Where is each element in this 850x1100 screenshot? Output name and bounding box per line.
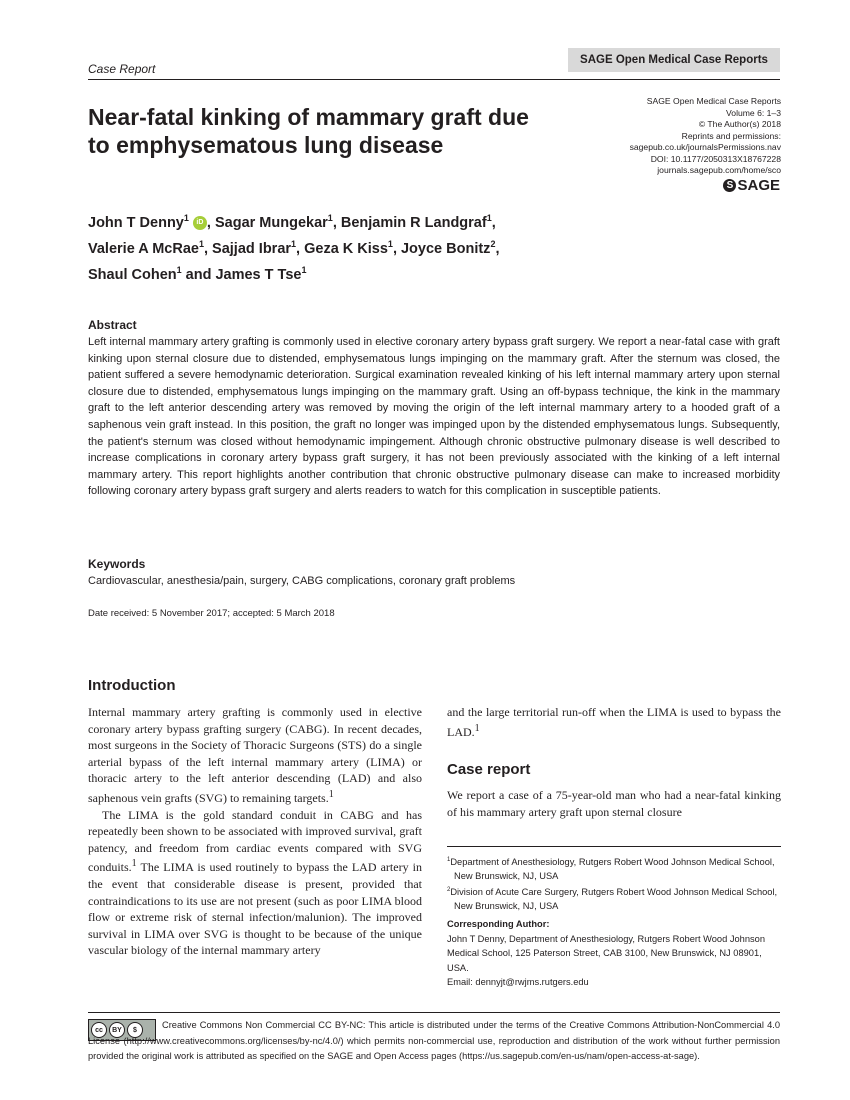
citation-link[interactable]: 1 xyxy=(328,788,334,800)
author-name: , Geza K Kiss xyxy=(296,240,388,257)
title-line-2: to emphysematous lung disease xyxy=(88,132,444,158)
journal-info-volume: Volume 6: 1–3 xyxy=(726,107,781,118)
noncommercial-icon: $ xyxy=(127,1022,143,1038)
author-affiliation-mark: 1 xyxy=(176,264,182,275)
keywords-heading: Keywords xyxy=(88,557,146,571)
author-affiliation-mark: 2 xyxy=(490,238,496,249)
journal-info-doi[interactable]: DOI: 10.1177/2050313X18767228 xyxy=(650,153,781,164)
by-person-icon: BY xyxy=(109,1022,125,1038)
affiliation-mark: 2 xyxy=(447,887,451,894)
case-report-heading: Case report xyxy=(447,761,531,778)
sage-logo xyxy=(723,177,780,194)
author-name: , Sajjad Ibrar xyxy=(203,240,292,257)
dates-line: Date received: 5 November 2017; accepted: 5 March 2018 xyxy=(88,608,335,619)
author-affiliation-mark: 1 xyxy=(198,238,204,249)
paragraph xyxy=(88,807,422,959)
author-affiliation-mark: 1 xyxy=(327,213,333,223)
author-name: Shaul Cohen xyxy=(88,266,177,283)
introduction-body xyxy=(88,704,422,959)
citation-link[interactable]: 1 xyxy=(131,858,137,870)
affiliations xyxy=(447,853,781,913)
affiliation-item xyxy=(447,853,781,883)
journal-info xyxy=(560,96,781,177)
affiliation-text: Division of Acute Care Surgery, Rutgers Robert Wood Johnson Medical School, New Brunswick, NJ, USA xyxy=(450,887,778,912)
article-type-label: Case Report xyxy=(88,62,156,76)
author-affiliation-mark: 1 xyxy=(183,213,189,223)
author-name: John T Denny xyxy=(88,214,184,231)
affiliation-item xyxy=(447,883,781,913)
author-affiliation-mark: 1 xyxy=(387,238,393,249)
paragraph-text: The LIMA is used routinely to bypass the LAD artery in the event that considerable disease is present, provided that contraindications to its use are not present (such as poor LIMA blood flow or extreme risk of sternal infection/malunion). The improved survival in LIMA over SVG is thought to be because of the unique vascular biology of the internal mammary artery xyxy=(88,860,422,958)
article-title xyxy=(88,103,608,159)
author-name: and James T Tse xyxy=(181,266,302,283)
journal-banner: SAGE Open Medical Case Reports xyxy=(568,48,780,72)
header-rule xyxy=(88,79,780,80)
corresponding-author-email[interactable]: Email: dennyjt@rwjms.rutgers.edu xyxy=(447,977,589,987)
journal-info-homepage-link[interactable]: journals.sagepub.com/home/sco xyxy=(657,165,781,175)
abstract-body: Left internal mammary artery grafting is commonly used in elective coronary artery bypass graft surgery. We report a near-fatal case with graft kinking upon sternal closure due to distended, emphysematous lungs impinging on the mammary graft. After the sternum was closed, the patient suffered a severe hemodynamic deterioration. Surgical examination revealed kinking of his left internal mammary artery upon sternal closure due to distended, emphysematous lungs impinging on the mammary graft. Using an off-bypass technique, the kink in the mammary graft to the left anterior descending artery was removed by moving the origin of the left internal mammary artery to a hooded graft of a saphenous vein graft instead. In this position, the graft no longer was impinged upon by the distended emphysematous lungs. Subsequently, the patient's sternum was closed without hemodynamic impingement. Although chronic obstructive pulmonary disease is well described to increase complications in coronary artery bypass graft surgery, it has not been previously associated with the kinking of a left internal mammary artery. This report highlights another contribution that chronic obstructive pulmonary disease can make to increased morbidity following coronary artery bypass graft surgery and alerts readers to watch for this complication in susceptible patients. xyxy=(88,336,780,498)
journal-info-copyright: © The Author(s) 2018 xyxy=(698,119,781,129)
affiliation-text: Department of Anesthesiology, Rutgers Robert Wood Johnson Medical School, New Brunswick, NJ, USA xyxy=(450,857,775,882)
case-report-body: We report a case of a 75-year-old man who had a near-fatal kinking of his mammary artery graft upon sternal closure xyxy=(447,788,781,819)
paragraph-text: Internal mammary artery grafting is commonly used in elective coronary artery bypass grafting surgery (CABG). In recent decades, most surgeons in the Society of Thoracic Surgeons (STS) do a single arterial bypass of the left internal mammary artery (LIMA) or thoracic artery to the left anterior descending (LAD) and also saphenous vein grafts (SVG) to remaining targets. xyxy=(88,705,422,805)
sage-logo-icon: S xyxy=(723,179,736,192)
paragraph-text: and the large territorial run-off when the LIMA is used to bypass the LAD. xyxy=(447,705,781,739)
affiliation-rule xyxy=(447,846,781,847)
corresponding-author xyxy=(447,917,781,990)
introduction-continuation xyxy=(447,704,781,740)
sage-logo-text: SAGE xyxy=(737,177,780,194)
author-affiliation-mark: 1 xyxy=(301,264,307,275)
license-text: Creative Commons Non Commercial CC BY-NC: This article is distributed under the terms of the Creative Commons Attribution-NonCommercial 4.0 License (http://www.creativecommons.org/licenses/by-nc/4.0/) which permits non-commercial use, reproduction and distribution of the work without further permission provided the original work is attributed as specified on the SAGE and Open Access pages (https://us.sagepub.com/en-us/nam/open-access-at-sage). xyxy=(88,1020,780,1062)
author-affiliation-mark: 1 xyxy=(486,213,492,223)
title-line-1: Near-fatal kinking of mammary graft due xyxy=(88,104,529,130)
author-list xyxy=(88,208,608,285)
journal-info-permissions-link[interactable]: sagepub.co.uk/journalsPermissions.nav xyxy=(629,142,781,152)
license-rule xyxy=(88,1012,780,1013)
keywords-body: Cardiovascular, anesthesia/pain, surgery, CABG complications, coronary graft problems xyxy=(88,575,516,587)
paragraph xyxy=(88,704,422,807)
abstract-heading: Abstract xyxy=(88,318,137,332)
author-name: , Sagar Mungekar xyxy=(206,214,328,231)
cc-icon: cc xyxy=(91,1022,107,1038)
orcid-icon[interactable]: iD xyxy=(193,216,207,230)
citation-link[interactable]: 1 xyxy=(474,722,480,734)
author-name: , Benjamin R Landgraf xyxy=(332,214,487,231)
journal-info-reprints: Reprints and permissions: xyxy=(681,130,781,141)
paragraph-text: The LIMA is the gold standard conduit in CABG and has repeatedly been shown to be associated with improved survival, graft patency, and freedom from cardiac events compared with SVG conduits. xyxy=(88,807,422,875)
author-name: , Joyce Bonitz xyxy=(392,240,491,257)
author-affiliation-mark: 1 xyxy=(291,238,297,249)
journal-info-name: SAGE Open Medical Case Reports xyxy=(646,96,781,106)
author-name: Valerie A McRae xyxy=(88,240,199,257)
author-separator: , xyxy=(491,214,496,231)
author-separator: , xyxy=(495,240,500,257)
introduction-heading: Introduction xyxy=(88,677,176,694)
corresponding-author-heading: Corresponding Author: xyxy=(447,919,550,929)
corresponding-author-address: John T Denny, Department of Anesthesiology, Rutgers Robert Wood Johnson Medical School, 125 Paterson Street, CAB 3100, New Brunswick, NJ 08901, USA. xyxy=(447,933,765,973)
affiliation-mark: 1 xyxy=(447,857,451,863)
